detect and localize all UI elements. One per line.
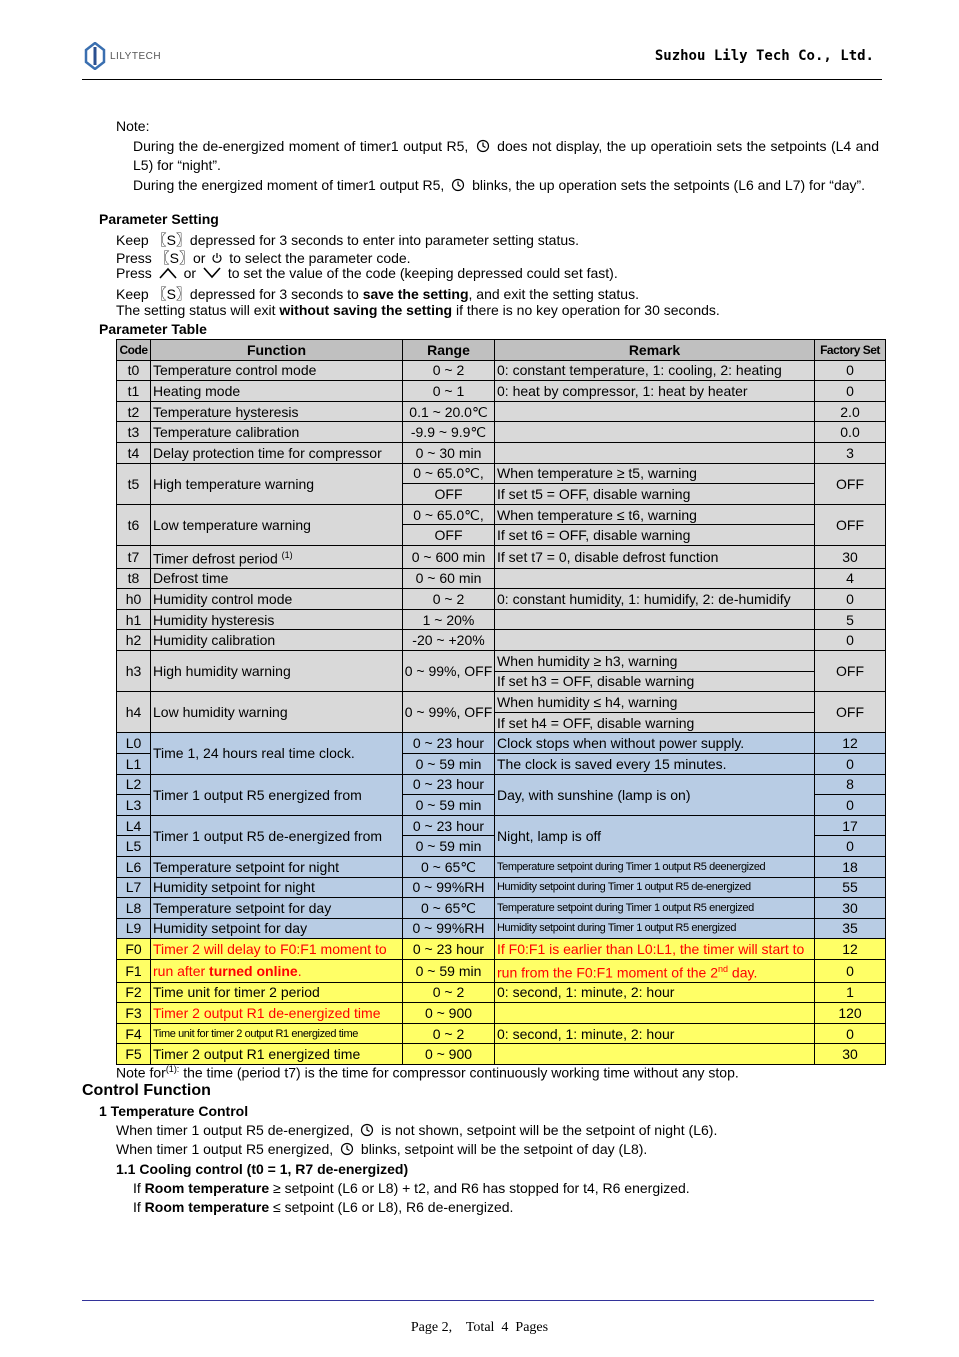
- cell-remark: When temperature ≥ t5, warning: [495, 463, 815, 484]
- table-row: [117, 939, 886, 960]
- clock-timer-icon: [451, 178, 465, 192]
- cell-code: h4: [117, 692, 151, 733]
- note-text: During the de-energized moment of timer1 output R5,: [133, 138, 469, 154]
- control-text: is not shown, setpoint will be the setpoint of night (L6).: [381, 1122, 718, 1138]
- table-row: [117, 401, 886, 422]
- cell-factory: 0.0: [815, 422, 886, 443]
- cell-remark: [495, 609, 815, 630]
- setting-text: , and exit the setting status.: [468, 286, 639, 302]
- cell-range: 1 ~ 20%: [403, 609, 495, 630]
- function-text: Timer defrost period: [153, 550, 278, 567]
- control-function-heading: Control Function: [82, 1082, 211, 1099]
- cell-range: 0 ~ 2: [403, 360, 495, 381]
- table-row: [117, 1044, 886, 1065]
- cell-code: L6: [117, 856, 151, 877]
- table-row: [117, 1023, 886, 1044]
- cell-factory: 12: [815, 939, 886, 960]
- parameter-table: [116, 339, 886, 1065]
- cell-function: [151, 959, 403, 982]
- cell-code: t7: [117, 545, 151, 568]
- cell-range: 0 ~ 99%RH: [403, 918, 495, 939]
- cell-range: 0 ~ 30 min: [403, 442, 495, 463]
- setting-line-5: [116, 302, 720, 318]
- cell-factory: 2.0: [815, 401, 886, 422]
- note-text: During the energized moment of timer1 output R5,: [133, 177, 445, 193]
- cell-code: L2: [117, 774, 151, 795]
- cell-factory: 35: [815, 918, 886, 939]
- cell-range: 0 ~ 65.0℃,: [403, 463, 495, 484]
- cell-code: h2: [117, 630, 151, 651]
- cell-range: 0 ~ 60 min: [403, 568, 495, 589]
- cell-factory: 0: [815, 959, 886, 982]
- cell-function: Defrost time: [151, 568, 403, 589]
- cell-remark: [495, 1003, 815, 1024]
- cell-factory: 12: [815, 733, 886, 754]
- cell-function: Low temperature warning: [151, 504, 403, 545]
- cell-factory: 0: [815, 589, 886, 610]
- cell-range: 0 ~ 65℃: [403, 856, 495, 877]
- remark-text: day.: [731, 964, 758, 981]
- cell-range: 0 ~ 59 min: [403, 753, 495, 774]
- cell-range: OFF: [403, 525, 495, 546]
- footnote-marker: (1): [281, 549, 293, 560]
- page-header: [82, 40, 882, 80]
- control-text: If: [133, 1180, 141, 1196]
- cell-factory: 55: [815, 877, 886, 898]
- clock-timer-icon: [360, 1123, 374, 1137]
- cell-remark: If set t6 = OFF, disable warning: [495, 525, 815, 546]
- cell-remark: Temperature setpoint during Timer 1 output R5 deenergized: [495, 856, 815, 877]
- cell-remark: If set t5 = OFF, disable warning: [495, 484, 815, 505]
- cell-factory: OFF: [815, 463, 886, 504]
- cell-function: Humidity hysteresis: [151, 609, 403, 630]
- cell-code: L7: [117, 877, 151, 898]
- note-paragraph-day: [133, 176, 879, 195]
- cell-range: OFF: [403, 484, 495, 505]
- function-bold-text: turned online: [209, 962, 298, 979]
- cell-range: 0 ~ 23 hour: [403, 774, 495, 795]
- cell-code: L0: [117, 733, 151, 754]
- control-text: ≤ setpoint (L6 or L8), R6 de-energized.: [273, 1199, 514, 1215]
- cell-range: 0 ~ 99%, OFF: [403, 692, 495, 733]
- cell-function: [151, 545, 403, 568]
- cell-function: Timer 2 output R1 de-energized time: [151, 1003, 403, 1024]
- control-text: blinks, setpoint will be the setpoint of day (L8).: [360, 1141, 648, 1157]
- control-text: If: [133, 1199, 141, 1215]
- setting-text: or: [183, 265, 197, 281]
- cell-code: L4: [117, 815, 151, 836]
- table-row: [117, 898, 886, 919]
- cell-code: L3: [117, 795, 151, 816]
- note-text: blinks, the up operation sets the setpoints (L6 and L7) for “day”.: [472, 177, 866, 193]
- cell-remark: [495, 1044, 815, 1065]
- table-row: [117, 589, 886, 610]
- cell-function: Delay protection time for compressor: [151, 442, 403, 463]
- clock-timer-icon: [340, 1142, 354, 1156]
- cell-function: Temperature calibration: [151, 422, 403, 443]
- cell-code: t6: [117, 504, 151, 545]
- table-row: [117, 568, 886, 589]
- cell-remark: [495, 401, 815, 422]
- cell-code: F1: [117, 959, 151, 982]
- table-header-row: [117, 340, 886, 361]
- control-bold-text: Room temperature: [144, 1180, 270, 1196]
- setting-text: Press: [116, 265, 152, 281]
- column-header: Remark: [495, 340, 815, 361]
- cell-range: 0 ~ 1: [403, 381, 495, 402]
- cell-function: Time unit for timer 2 period: [151, 982, 403, 1003]
- cell-factory: 18: [815, 856, 886, 877]
- footnote-text: Note for: [116, 1064, 166, 1081]
- cell-remark: [495, 442, 815, 463]
- cell-remark: 0: second, 1: minute, 2: hour: [495, 982, 815, 1003]
- function-text: run after: [153, 962, 206, 979]
- table-row: [117, 692, 886, 713]
- table-row: [117, 609, 886, 630]
- control-text: ≥ setpoint (L6 or L8) + t2, and R6 has stopped for t4, R6 energized.: [273, 1180, 690, 1196]
- cell-range: 0 ~ 59 min: [403, 836, 495, 857]
- cell-code: F5: [117, 1044, 151, 1065]
- cell-remark: If set h4 = OFF, disable warning: [495, 712, 815, 733]
- cell-function: Timer 1 output R5 de-energized from: [151, 815, 403, 856]
- cell-range: 0 ~ 23 hour: [403, 815, 495, 836]
- cell-remark: When humidity ≤ h4, warning: [495, 692, 815, 713]
- setting-bold-text: save the setting: [362, 286, 469, 302]
- table-row: [117, 877, 886, 898]
- cell-factory: 0: [815, 795, 886, 816]
- control-text: When timer 1 output R5 de-energized,: [116, 1122, 354, 1138]
- table-footnote: [116, 1064, 739, 1081]
- cell-code: F4: [117, 1023, 151, 1044]
- cell-function: Temperature setpoint for night: [151, 856, 403, 877]
- cell-factory: 1: [815, 982, 886, 1003]
- cell-factory: 120: [815, 1003, 886, 1024]
- setting-text: Keep 〖S〗depressed for 3 seconds to: [116, 286, 359, 302]
- footer-divider: [82, 1300, 874, 1301]
- cell-range: 0 ~ 99%, OFF: [403, 650, 495, 691]
- temperature-control-heading: 1 Temperature Control: [99, 1103, 249, 1119]
- cell-function: Heating mode: [151, 381, 403, 402]
- table-row: [117, 463, 886, 484]
- down-arrow-icon: [203, 267, 221, 279]
- cell-remark: Day, with sunshine (lamp is on): [495, 774, 815, 815]
- note-paragraph-night: [133, 137, 879, 175]
- table-row: [117, 982, 886, 1003]
- table-row: [117, 959, 886, 982]
- cell-range: 0 ~ 65.0℃,: [403, 504, 495, 525]
- setting-text: Press 〖S〗or: [116, 250, 206, 266]
- cell-factory: OFF: [815, 650, 886, 691]
- cell-function: Humidity calibration: [151, 630, 403, 651]
- note-label: Note:: [116, 118, 150, 134]
- cell-code: t0: [117, 360, 151, 381]
- company-name: Suzhou Lily Tech Co., Ltd.: [654, 48, 874, 64]
- cell-code: L8: [117, 898, 151, 919]
- table-row: [117, 856, 886, 877]
- function-text: .: [297, 962, 302, 979]
- cell-remark: 0: second, 1: minute, 2: hour: [495, 1023, 815, 1044]
- company-logo: [84, 42, 161, 70]
- cell-function: High humidity warning: [151, 650, 403, 691]
- cell-code: F3: [117, 1003, 151, 1024]
- clock-timer-icon: [476, 139, 490, 153]
- cell-function: Timer 2 will delay to F0:F1 moment to: [151, 939, 403, 960]
- cell-factory: 30: [815, 1044, 886, 1065]
- cell-range: 0 ~ 2: [403, 1023, 495, 1044]
- cooling-control-heading: 1.1 Cooling control (t0 = 1, R7 de-energized): [116, 1161, 409, 1177]
- setting-bold-text: without saving the setting: [279, 302, 453, 318]
- cell-factory: 4: [815, 568, 886, 589]
- parameter-table-title: Parameter Table: [99, 321, 207, 337]
- cell-code: F0: [117, 939, 151, 960]
- table-row: [117, 360, 886, 381]
- cell-factory: 17: [815, 815, 886, 836]
- lilytech-logo-icon: [84, 42, 106, 70]
- cell-code: t3: [117, 422, 151, 443]
- cell-remark: 0: constant temperature, 1: cooling, 2: heating: [495, 360, 815, 381]
- setting-text: The setting status will exit: [116, 302, 276, 318]
- table-row: [117, 630, 886, 651]
- cell-range: 0 ~ 23 hour: [403, 733, 495, 754]
- cell-range: 0 ~ 65℃: [403, 898, 495, 919]
- cell-range: 0.1 ~ 20.0℃: [403, 401, 495, 422]
- control-line-1: [116, 1122, 717, 1138]
- cell-factory: 0: [815, 1023, 886, 1044]
- cell-function: Low humidity warning: [151, 692, 403, 733]
- cell-remark: [495, 630, 815, 651]
- cell-remark: When temperature ≤ t6, warning: [495, 504, 815, 525]
- cell-remark: 0: constant humidity, 1: humidify, 2: de-humidify: [495, 589, 815, 610]
- column-header: Range: [403, 340, 495, 361]
- table-row: [117, 422, 886, 443]
- cell-factory: 30: [815, 545, 886, 568]
- table-row: [117, 545, 886, 568]
- table-row: [117, 815, 886, 836]
- footnote-marker: (1):: [165, 1064, 180, 1074]
- cell-factory: 0: [815, 360, 886, 381]
- cell-factory: 3: [815, 442, 886, 463]
- cell-factory: 0: [815, 753, 886, 774]
- column-header: Function: [151, 340, 403, 361]
- table-row: [117, 1003, 886, 1024]
- cell-code: h1: [117, 609, 151, 630]
- setting-line-1: Keep 〖S〗depressed for 3 seconds to enter into parameter setting status.: [116, 232, 580, 248]
- cooling-line-2: [133, 1199, 513, 1215]
- page-number: Page 2, Total 4 Pages: [410, 1320, 549, 1335]
- setting-line-3: [116, 265, 618, 281]
- table-row: [117, 918, 886, 939]
- cell-function: Humidity control mode: [151, 589, 403, 610]
- cell-factory: 0: [815, 630, 886, 651]
- column-header: Code: [117, 340, 151, 361]
- cell-code: t2: [117, 401, 151, 422]
- cell-range: 0 ~ 900: [403, 1044, 495, 1065]
- cell-remark: Night, lamp is off: [495, 815, 815, 856]
- cell-function: Temperature setpoint for day: [151, 898, 403, 919]
- cell-remark: Humidity setpoint during Timer 1 output R5 de-energized: [495, 877, 815, 898]
- column-header: Factory Set: [815, 340, 886, 361]
- cell-remark: Temperature setpoint during Timer 1 output R5 energized: [495, 898, 815, 919]
- setting-text: to select the parameter code.: [229, 250, 411, 266]
- cell-range: 0 ~ 2: [403, 589, 495, 610]
- cell-code: L1: [117, 753, 151, 774]
- cell-remark: Clock stops when without power supply.: [495, 733, 815, 754]
- cell-function: Humidity setpoint for day: [151, 918, 403, 939]
- cell-factory: 5: [815, 609, 886, 630]
- cell-remark: The clock is saved every 15 minutes.: [495, 753, 815, 774]
- remark-text: run from the F0:F1 moment of the 2: [497, 964, 718, 981]
- cell-remark: [495, 422, 815, 443]
- cell-factory: OFF: [815, 504, 886, 545]
- cell-range: 0 ~ 99%RH: [403, 877, 495, 898]
- table-row: [117, 381, 886, 402]
- cell-code: L5: [117, 836, 151, 857]
- table-row: [117, 650, 886, 671]
- cell-code: t8: [117, 568, 151, 589]
- cell-remark: [495, 568, 815, 589]
- ordinal-suffix: nd: [718, 963, 729, 974]
- cooling-line-1: [133, 1180, 690, 1196]
- setting-line-4: [116, 284, 639, 304]
- cell-range: 0 ~ 59 min: [403, 795, 495, 816]
- cell-function: Humidity setpoint for night: [151, 877, 403, 898]
- cell-remark: [495, 959, 815, 982]
- parameter-setting-title: Parameter Setting: [99, 211, 219, 227]
- cell-factory: OFF: [815, 692, 886, 733]
- cell-remark: When humidity ≥ h3, warning: [495, 650, 815, 671]
- cell-code: h3: [117, 650, 151, 691]
- cell-range: -9.9 ~ 9.9℃: [403, 422, 495, 443]
- cell-remark: If set h3 = OFF, disable warning: [495, 671, 815, 692]
- logo-text: LILYTECH: [110, 50, 162, 62]
- cell-code: t5: [117, 463, 151, 504]
- setting-text: if there is no key operation for 30 seconds.: [455, 302, 720, 318]
- cell-function: Timer 2 output R1 energized time: [151, 1044, 403, 1065]
- note-text: does not display, the up operatioin sets the setpoints (L4 and L5) for “night”.: [133, 138, 880, 173]
- cell-range: 0 ~ 600 min: [403, 545, 495, 568]
- cell-factory: 8: [815, 774, 886, 795]
- cell-range: 0 ~ 2: [403, 982, 495, 1003]
- cell-function: Timer 1 output R5 energized from: [151, 774, 403, 815]
- cell-code: L9: [117, 918, 151, 939]
- footnote-text: the time (period t7) is the time for compressor continuously working time without any stop.: [183, 1064, 739, 1081]
- cell-range: 0 ~ 59 min: [403, 959, 495, 982]
- power-icon: [211, 252, 223, 264]
- cell-function: Time unit for timer 2 output R1 energized time: [151, 1023, 403, 1044]
- cell-remark: Humidity setpoint during Timer 1 output R5 energized: [495, 918, 815, 939]
- cell-code: F2: [117, 982, 151, 1003]
- setting-text: to set the value of the code (keeping depressed could set fast).: [227, 265, 618, 281]
- cell-range: -20 ~ +20%: [403, 630, 495, 651]
- cell-function: Temperature control mode: [151, 360, 403, 381]
- cell-code: t4: [117, 442, 151, 463]
- cell-function: Temperature hysteresis: [151, 401, 403, 422]
- cell-factory: 0: [815, 381, 886, 402]
- cell-remark: 0: heat by compressor, 1: heat by heater: [495, 381, 815, 402]
- table-row: [117, 733, 886, 754]
- table-row: [117, 774, 886, 795]
- cell-code: h0: [117, 589, 151, 610]
- cell-factory: 0: [815, 836, 886, 857]
- table-row: [117, 504, 886, 525]
- cell-code: t1: [117, 381, 151, 402]
- up-arrow-icon: [159, 267, 177, 279]
- cell-range: 0 ~ 23 hour: [403, 939, 495, 960]
- table-row: [117, 442, 886, 463]
- cell-range: 0 ~ 900: [403, 1003, 495, 1024]
- control-bold-text: Room temperature: [144, 1199, 270, 1215]
- cell-factory: 30: [815, 898, 886, 919]
- control-line-2: [116, 1141, 647, 1157]
- cell-remark: If F0:F1 is earlier than L0:L1, the timer will start to: [495, 939, 815, 960]
- cell-remark: If set t7 = 0, disable defrost function: [495, 545, 815, 568]
- cell-function: Time 1, 24 hours real time clock.: [151, 733, 403, 774]
- cell-function: High temperature warning: [151, 463, 403, 504]
- control-text: When timer 1 output R5 energized,: [116, 1141, 334, 1157]
